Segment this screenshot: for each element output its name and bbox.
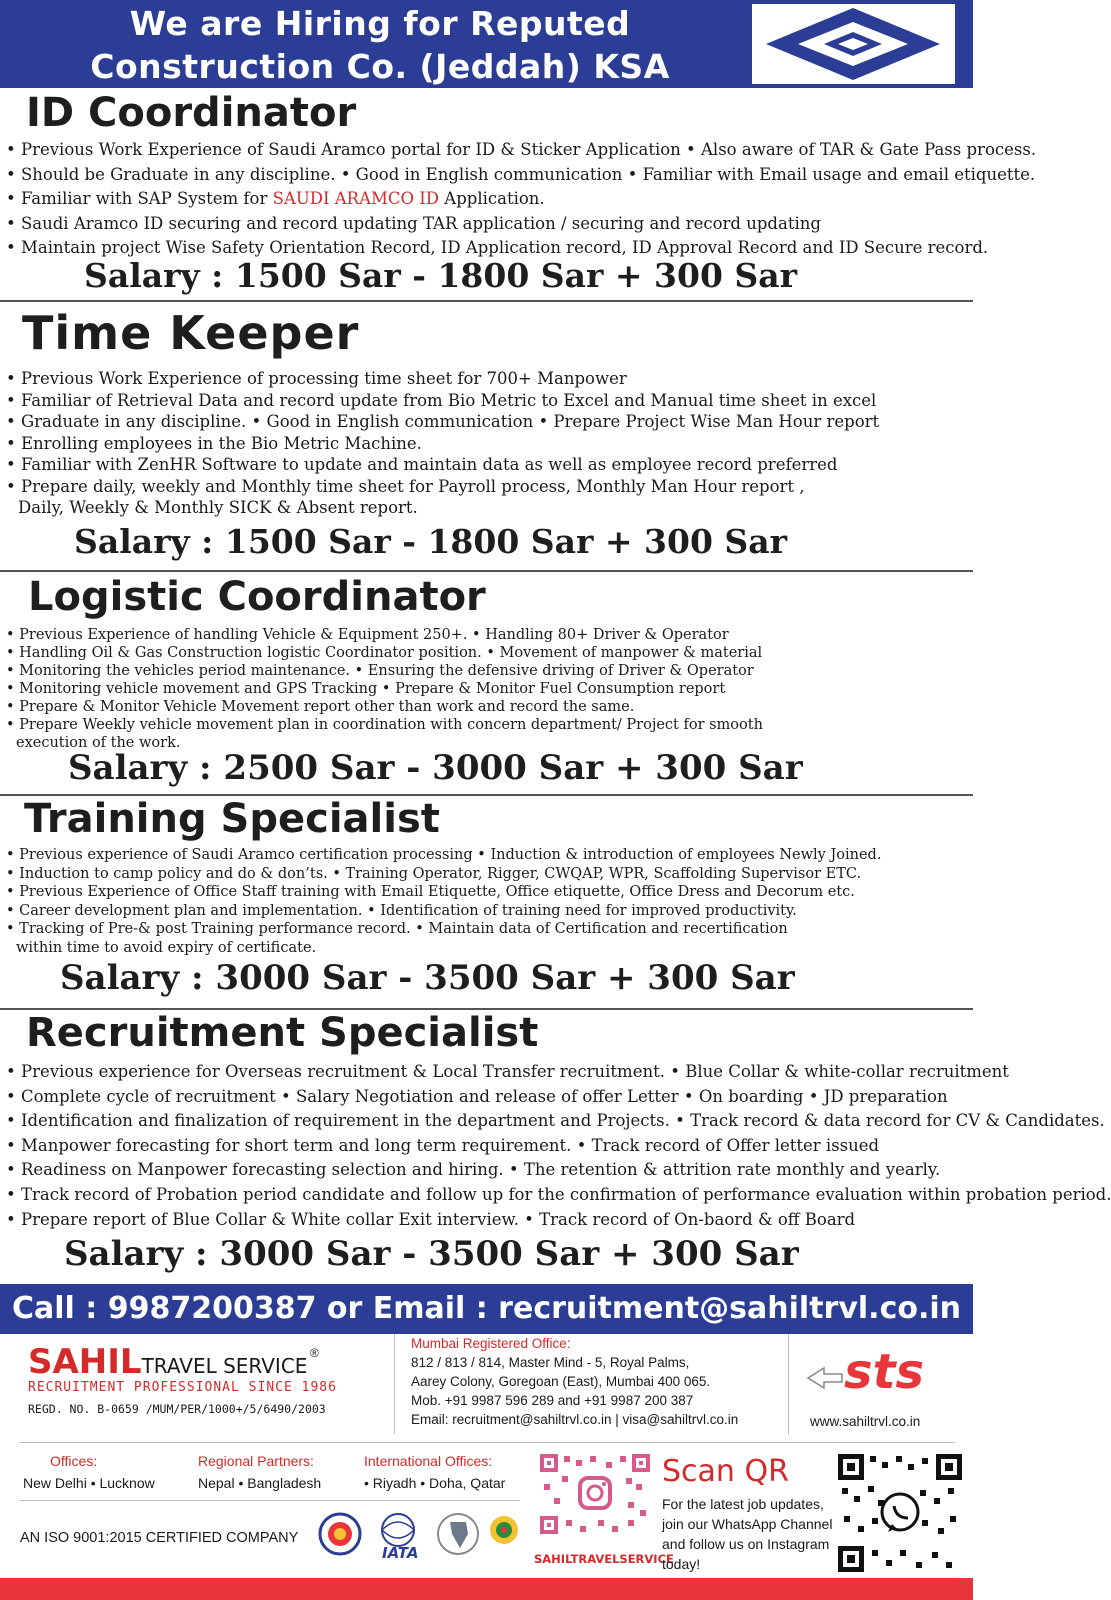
job-bullets bbox=[6, 368, 963, 519]
job-title: Logistic Coordinator bbox=[28, 574, 486, 620]
job-bullets bbox=[6, 626, 963, 752]
list-item: • Enrolling employees in the Bio Metric Machine. bbox=[6, 433, 422, 453]
offices-block bbox=[23, 1450, 155, 1494]
list-item: • Saudi Aramco ID securing and record updating TAR application / securing and record updating bbox=[6, 213, 821, 233]
office-heading: Mumbai Registered Office: bbox=[411, 1336, 571, 1351]
salary-text: Salary : 3000 Sar - 3500 Sar + 300 Sar bbox=[60, 958, 795, 998]
list-item bbox=[6, 187, 963, 212]
iata-logo-text: IATA bbox=[382, 1544, 419, 1562]
international-offices-block bbox=[364, 1450, 505, 1494]
regional-heading: Regional Partners: bbox=[198, 1453, 314, 1469]
list-item: • Previous Experience of handling Vehicle & Equipment 250+. • Handling 80+ Driver & Operator bbox=[6, 627, 729, 643]
iso-certification: AN ISO 9001:2015 CERTIFIED COMPANY bbox=[20, 1530, 299, 1546]
list-item: • Familiar with ZenHR Software to update and maintain data as well as employee record preferred bbox=[6, 455, 838, 474]
list-item: • Previous Work Experience of Saudi Aramco portal for ID & Sticker Application • Also aware of TAR & Gate Pass process. bbox=[6, 140, 1037, 159]
brand-logo bbox=[28, 1342, 319, 1382]
list-item: • Prepare Weekly vehicle movement plan in coordination with concern department/ Project for smooth bbox=[6, 717, 763, 733]
job-section-recruitment-specialist bbox=[0, 1010, 1111, 1284]
list-item: • Induction to camp policy and do & don’ts. • Training Operator, Rigger, CWQAP, WPR, Scaffolding Supervisor ETC. bbox=[6, 865, 862, 882]
list-item: • Previous Work Experience of processing time sheet for 700+ Manpower bbox=[6, 369, 627, 388]
job-title: Training Specialist bbox=[24, 796, 440, 842]
job-section-training-specialist bbox=[0, 796, 973, 1010]
international-text: • Riyadh • Doha, Qatar bbox=[364, 1475, 506, 1491]
brand-tagline: RECRUITMENT PROFESSIONAL SINCE 1986 bbox=[28, 1380, 337, 1395]
company-logo bbox=[752, 4, 955, 84]
list-item: • Previous Experience of Office Staff training with Email Etiquette, Office etiquette, Office Dress and Decorum etc. bbox=[6, 884, 855, 900]
list-item: • Handling Oil & Gas Construction logistic Coordinator position. • Movement of manpower & material bbox=[6, 645, 763, 661]
sap-highlight: SAUDI ARAMCO ID bbox=[272, 189, 440, 209]
divider bbox=[20, 1500, 520, 1501]
job-bullets bbox=[6, 1060, 1111, 1232]
emblem-badge-icon bbox=[320, 1514, 360, 1554]
office-line: Aarey Colony, Goregoan (East), Mumbai 400 065. bbox=[411, 1374, 711, 1389]
office-line: Mob. +91 9987 596 289 and +91 9987 200 387 bbox=[411, 1393, 694, 1408]
list-item: • Previous experience of Saudi Aramco certification processing • Induction & introduction of employees Newly Joined. bbox=[6, 847, 882, 863]
office-line: 812 / 813 / 814, Master Mind - 5, Royal Palms, bbox=[411, 1355, 690, 1370]
list-item: • Track record of Probation period candidate and follow up for the confirmation of performance evaluation within probation period. bbox=[6, 1184, 1111, 1204]
list-item: execution of the work. bbox=[16, 735, 181, 751]
list-item: • Prepare & Monitor Vehicle Movement report other than work and record the same. bbox=[6, 699, 635, 715]
sap-prefix: • Familiar with SAP System for bbox=[6, 189, 273, 209]
list-item: • Familiar of Retrieval Data and record update from Bio Metric to Excel and Manual time sheet in excel bbox=[6, 390, 877, 410]
sts-logo-icon bbox=[806, 1342, 946, 1412]
salary-text: Salary : 3000 Sar - 3500 Sar + 300 Sar bbox=[64, 1234, 799, 1274]
registered-office bbox=[411, 1334, 738, 1429]
list-item: • Monitoring vehicle movement and GPS Tracking • Prepare & Monitor Fuel Consumption report bbox=[6, 681, 726, 697]
list-item: • Monitoring the vehicles period maintenance. • Ensuring the defensive driving of Driver & Operator bbox=[6, 663, 754, 679]
list-item: • Prepare daily, weekly and Monthly time sheet for Payroll process, Monthly Man Hour report , bbox=[6, 476, 805, 496]
brand-name: SAHIL bbox=[28, 1342, 142, 1382]
iata-logo-icon bbox=[382, 1514, 418, 1562]
job-title: Time Keeper bbox=[22, 306, 360, 360]
list-item: • Manpower forecasting for short term and long term requirement. • Track record of Offer letter issued bbox=[6, 1135, 880, 1155]
list-item: • Should be Graduate in any discipline. • Good in English communication • Familiar with Email usage and email etiquette. bbox=[6, 164, 1036, 184]
scan-qr-text: For the latest job updates, join our WhatsApp Channel and follow us on Instagram today! bbox=[662, 1496, 833, 1572]
divider bbox=[20, 1442, 955, 1443]
regional-text: Nepal • Bangladesh bbox=[198, 1475, 322, 1491]
job-section-time-keeper bbox=[0, 302, 973, 572]
header-banner bbox=[0, 0, 973, 88]
header-title bbox=[10, 2, 750, 88]
list-item: • Prepare report of Blue Collar & White collar Exit interview. • Track record of On-baord & off Board bbox=[6, 1209, 856, 1229]
india-map-badge-icon bbox=[438, 1514, 478, 1554]
salary-text: Salary : 1500 Sar - 1800 Sar + 300 Sar bbox=[84, 256, 797, 295]
list-item: within time to avoid expiry of certificate. bbox=[16, 939, 317, 956]
salary-text: Salary : 1500 Sar - 1800 Sar + 300 Sar bbox=[74, 522, 787, 561]
list-item: • Career development plan and implementation. • Identification of training need for improved productivity. bbox=[6, 902, 797, 919]
job-section-id-coordinator bbox=[0, 88, 1037, 302]
association-badge-icon bbox=[490, 1516, 518, 1544]
instagram-qr-code-icon[interactable] bbox=[540, 1454, 650, 1534]
list-item: • Graduate in any discipline. • Good in English communication • Prepare Project Wise Man Hour report bbox=[6, 412, 880, 431]
company-diamond-logo-icon bbox=[752, 4, 955, 84]
list-item: • Complete cycle of recruitment • Salary Negotiation and release of offer Letter • On boarding • JD preparation bbox=[6, 1086, 948, 1106]
registration-number: REGD. NO. B-0659 /MUM/PER/1000+/5/6490/2003 bbox=[28, 1402, 326, 1416]
certification-badges bbox=[318, 1504, 528, 1564]
list-item: • Readiness on Manpower forecasting selection and hiring. • The retention & attrition rate monthly and yearly. bbox=[6, 1160, 941, 1180]
brand-sub: TRAVEL SERVICE bbox=[141, 1354, 308, 1378]
contact-bar[interactable]: Call : 9987200387 or Email : recruitment@sahiltrvl.co.in bbox=[0, 1284, 973, 1334]
divider bbox=[788, 1334, 789, 1434]
website-link[interactable]: www.sahiltrvl.co.in bbox=[810, 1414, 921, 1429]
footer bbox=[0, 1334, 973, 1578]
scan-qr-title: Scan QR bbox=[662, 1454, 789, 1489]
job-bullets bbox=[6, 846, 963, 957]
divider bbox=[394, 1334, 395, 1434]
offices-heading: Offices: bbox=[50, 1453, 98, 1469]
sts-logo-text: sts bbox=[844, 1344, 925, 1400]
list-item: • Maintain project Wise Safety Orientation Record, ID Application record, ID Approval Record and ID Secure record. bbox=[6, 238, 989, 258]
job-bullets bbox=[6, 138, 1037, 261]
regional-partners-block bbox=[198, 1450, 321, 1494]
job-title: ID Coordinator bbox=[26, 90, 357, 136]
list-item: • Previous experience for Overseas recruitment & Local Transfer recruitment. • Blue Collar & white-collar recruitment bbox=[6, 1062, 1009, 1081]
international-heading: International Offices: bbox=[364, 1453, 493, 1469]
registered-mark: ® bbox=[310, 1346, 319, 1360]
list-item: • Identification and finalization of requirement in the department and Projects. • Track record & data record for CV & Candidates. bbox=[6, 1111, 1105, 1131]
list-item: • Tracking of Pre-& post Training performance record. • Maintain data of Certification and recertification bbox=[6, 921, 788, 937]
whatsapp-qr-code-icon[interactable] bbox=[838, 1454, 962, 1572]
header-title-line1: We are Hiring for Reputed bbox=[129, 4, 631, 43]
salary-text: Salary : 2500 Sar - 3000 Sar + 300 Sar bbox=[68, 748, 803, 788]
sap-suffix: Application. bbox=[439, 189, 545, 209]
list-item: Daily, Weekly & Monthly SICK & Absent report. bbox=[18, 498, 418, 517]
instagram-handle: SAHILTRAVELSERVICE bbox=[534, 1552, 674, 1566]
offices-text: New Delhi • Lucknow bbox=[23, 1475, 155, 1491]
bottom-color-strip bbox=[0, 1578, 973, 1600]
header-title-line2: Construction Co. (Jeddah) KSA bbox=[90, 47, 670, 86]
office-line[interactable]: Email: recruitment@sahiltrvl.co.in | visa@sahiltrvl.co.in bbox=[411, 1412, 739, 1427]
job-section-logistic-coordinator bbox=[0, 572, 973, 796]
job-title: Recruitment Specialist bbox=[26, 1010, 539, 1056]
